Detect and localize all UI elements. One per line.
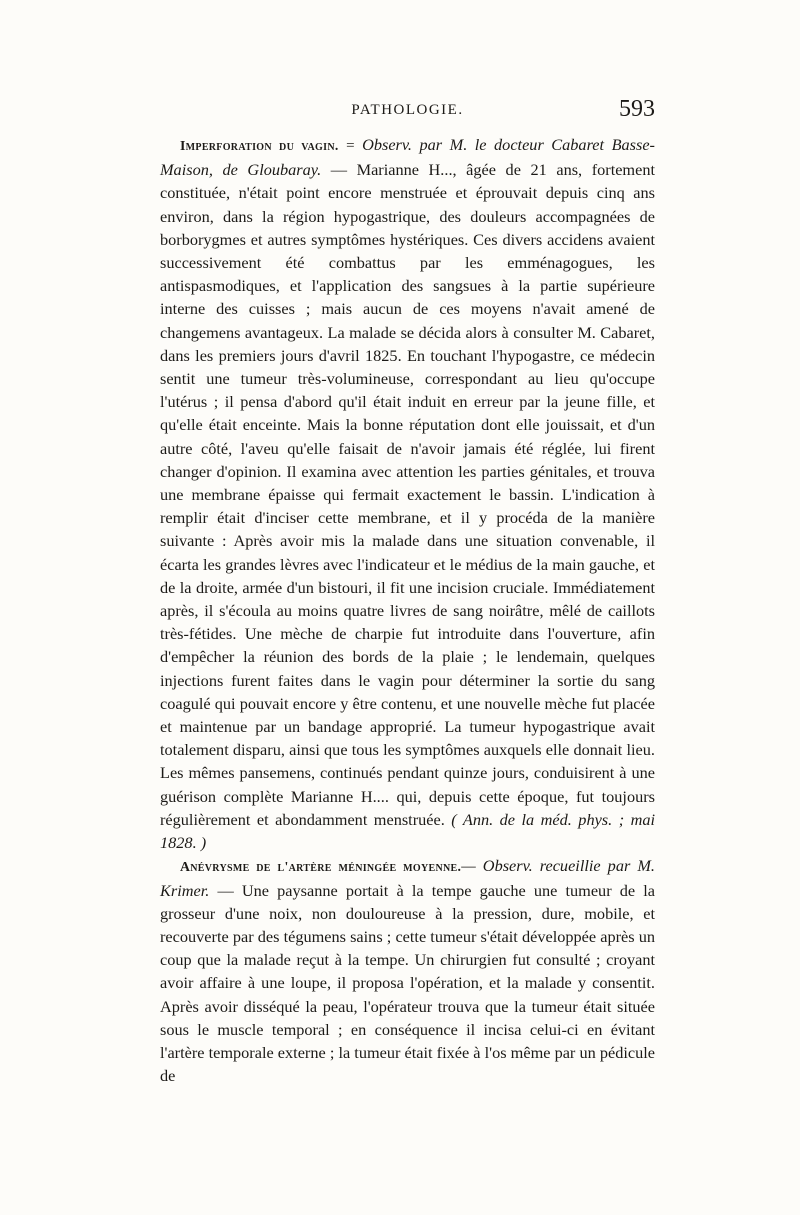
article-source: — Observ. recueillie par M. Krimer. (160, 856, 655, 900)
article-heading: Imperforation du vagin. (180, 138, 339, 153)
running-head (160, 96, 655, 126)
article-heading: Anévrysme de l'artère méningée moyenne. (180, 859, 462, 875)
page-number: 593 (619, 96, 655, 122)
article-source: Observ. par M. le docteur Cabaret Basse-Maison, de Gloubaray. (160, 135, 655, 180)
running-title: PATHOLOGIE. (351, 102, 464, 118)
article-body: — Une paysanne portait à la tempe gauche une tumeur de la grosseur d'une noix, non douloureuse à la pression, dure, mobile, et recouverte par des tégumens sains ; cette tumeur s'était développée après un coup que la malade reçut à la tempe. Un chirurgien fut consulté ; croyant avoir affaire à une loupe, il proposa l'opération, et la malade y consentit. Après avoir disséqué la peau, l'opérateur trouva que la tumeur était située sous le muscle temporal ; en conséquence il incisa celui-ci en évitant l'artère temporale externe ; la tumeur était fixée à l'os même par un pédicule de (160, 880, 655, 1086)
article-anevrysme (160, 854, 655, 1087)
body-text (160, 133, 655, 1087)
article-citation: ( Ann. de la méd. phys. ; mai 1828. ) (160, 809, 656, 853)
article-body: — Marianne H..., âgée de 21 ans, fortement constituée, n'était point encore menstruée et éprouvait depuis cinq ans environ, dans la région hypogastrique, des douleurs accompagnées de borborygmes et autres symptômes hystériques. Ces divers accidens avaient successivement été combattus par les emménagogues, les antispasmodiques, et l'application des sangsues à la partie supérieure interne des cuisses ; mais aucun de ces moyens n'avait amené de changemens avantageux. La malade se décida alors à consulter M. Cabaret, dans les premiers jours d'avril 1825. En touchant l'hypogastre, ce médecin sentit une tumeur très-volumineuse, correspondant au lieu qu'occupe l'utérus ; il pensa d'abord qu'il était induit en erreur par la jeune fille, et qu'elle était enceinte. Mais la bonne réputation dont elle jouissait, et d'un autre côté, l'aveu qu'elle faisait de n'avoir jamais été réglée, lui firent changer d'opinion. Il examina avec attention les parties génitales, et trouva une membrane épaisse qui fermait exactement le bassin. L'indication à remplir était d'inciser cette membrane, et il y procéda de la manière suivante : Après avoir mis la malade dans une situation convenable, il écarta les grandes lèvres avec l'indicateur et le médius de la main gauche, et de la droite, armée d'un bistouri, il fit une incision cruciale. Immédiatement après, il s'écoula au moins quatre livres de sang noirâtre, mêlé de caillots très-fétides. Une mèche de charpie fut introduite dans l'ouverture, afin d'empêcher la réunion des bords de la plaie ; le lendemain, quelques injections furent faites dans le vagin pour déterminer la sortie du sang coagulé qui pouvait encore y être contenu, et une nouvelle mèche fut placée et maintenue par un bandage approprié. La tumeur hypogastrique avait totalement disparu, ainsi que tous les symptômes auxquels elle donnait lieu. Les mêmes pansemens, continués pendant quinze jours, conduisirent à une guérison complète Marianne H.... qui, depuis cette époque, fut toujours régulièrement et abondamment menstruée. (160, 160, 655, 829)
heading-separator: = (346, 138, 355, 154)
article-imperforation (160, 133, 655, 854)
